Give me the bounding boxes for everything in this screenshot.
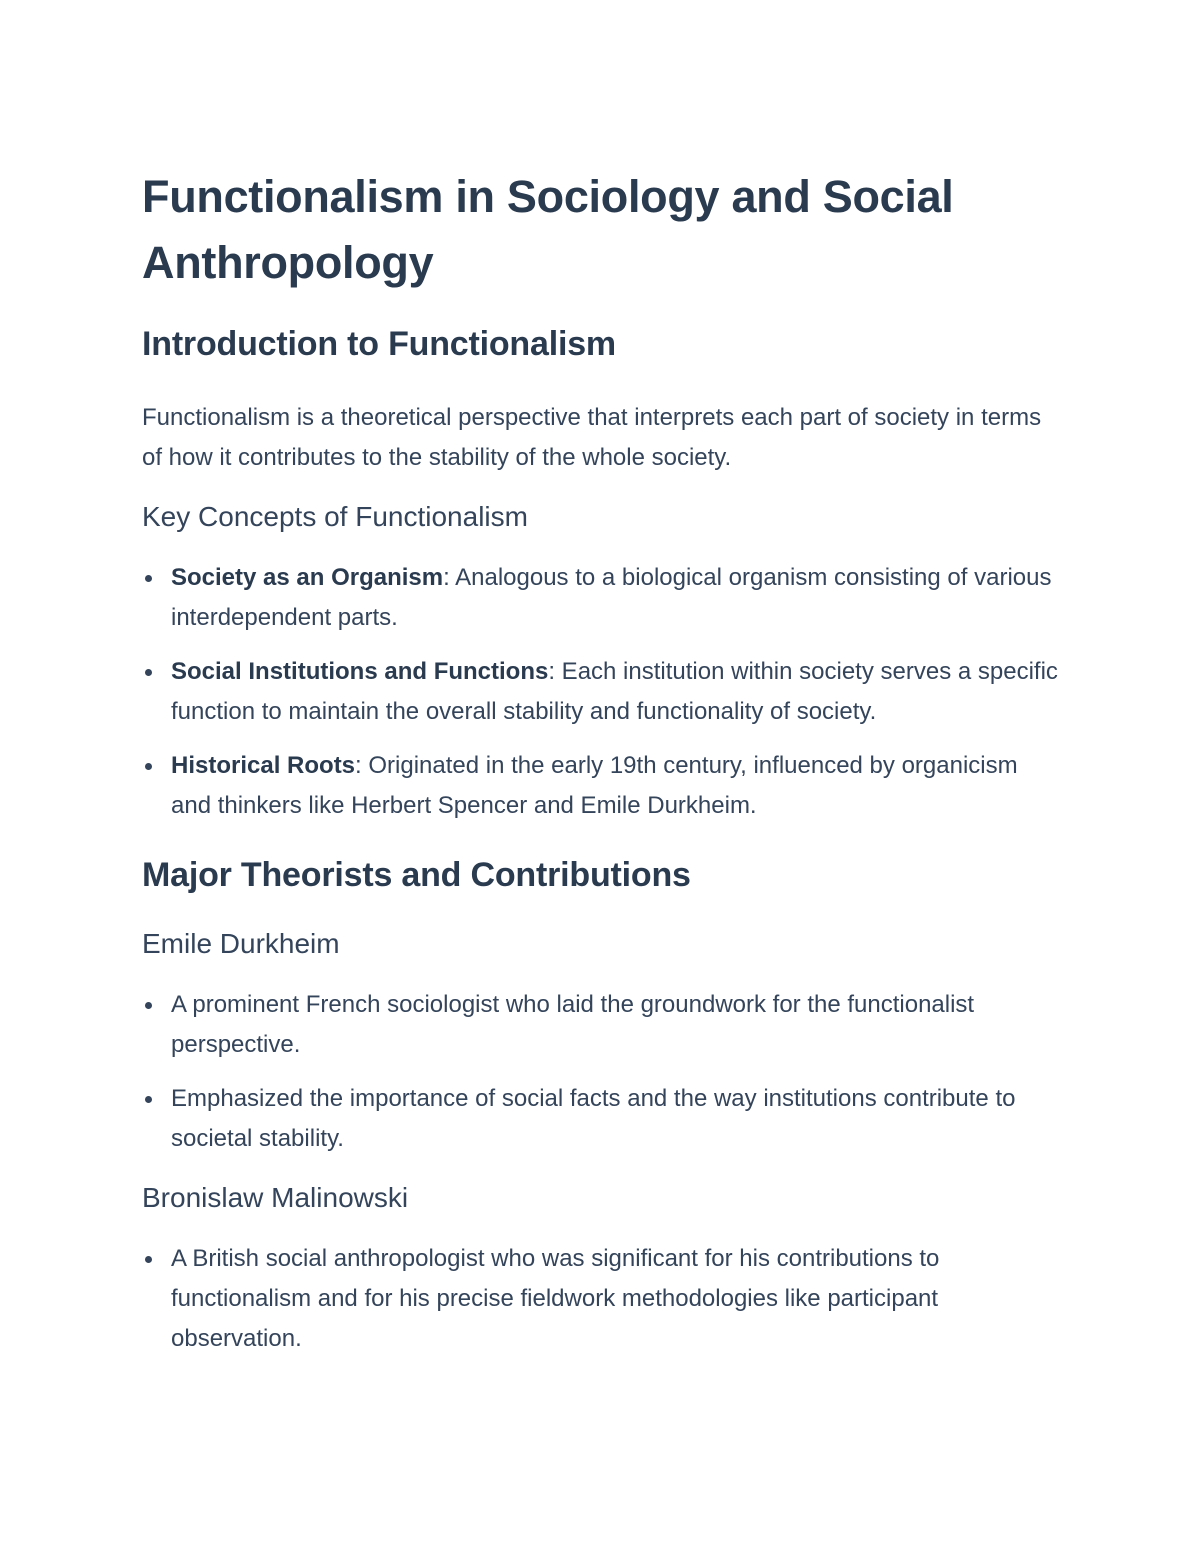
- list-item: [142, 558, 1060, 638]
- bullet-icon: [145, 669, 152, 676]
- list-item: [142, 652, 1060, 732]
- subheading-durkheim: Emile Durkheim: [142, 928, 340, 959]
- concept-description: : Analogous to a biological organism consisting of various interdependent parts.: [171, 564, 1052, 631]
- section-heading-theorists: Major Theorists and Contributions: [142, 856, 691, 894]
- bullet-icon: [145, 763, 152, 770]
- concept-description: : Each institution within society serves a specific function to maintain the overall stability and functionality of society.: [171, 658, 1058, 725]
- list-item: [142, 1079, 1060, 1159]
- key-concepts-list: [142, 558, 1060, 826]
- concept-description: : Originated in the early 19th century, influenced by organicism and thinkers like Herbert Spencer and Emile Durkheim.: [171, 752, 1018, 819]
- concept-term: Historical Roots: [171, 752, 356, 779]
- bullet-icon: [145, 1096, 152, 1103]
- introduction-paragraph: Functionalism is a theoretical perspective that interprets each part of society in terms of how it contributes to the stability of the whole society.: [142, 404, 1042, 471]
- subheading-key-concepts: Key Concepts of Functionalism: [142, 501, 528, 532]
- list-item-text: A prominent French sociologist who laid the groundwork for the functionalist perspective.: [171, 991, 975, 1058]
- document-title: Functionalism in Sociology and Social Anthropology: [142, 171, 954, 288]
- bullet-icon: [145, 1256, 152, 1263]
- malinowski-list: [142, 1239, 1060, 1359]
- concept-term: Society as an Organism: [171, 564, 444, 591]
- list-item: [142, 746, 1060, 826]
- list-item: [142, 1239, 1060, 1359]
- list-item-text: Emphasized the importance of social facts and the way institutions contribute to societal stability.: [171, 1085, 1016, 1152]
- list-item-text: A British social anthropologist who was significant for his contributions to functionalism and for his precise fieldwork methodologies like participant observation.: [171, 1245, 940, 1352]
- list-item: [142, 985, 1060, 1065]
- bullet-icon: [145, 1002, 152, 1009]
- concept-term: Social Institutions and Functions: [171, 658, 549, 685]
- durkheim-list: [142, 985, 1060, 1159]
- subheading-malinowski: Bronislaw Malinowski: [142, 1182, 409, 1213]
- bullet-icon: [145, 575, 152, 582]
- section-heading-introduction: Introduction to Functionalism: [142, 325, 616, 363]
